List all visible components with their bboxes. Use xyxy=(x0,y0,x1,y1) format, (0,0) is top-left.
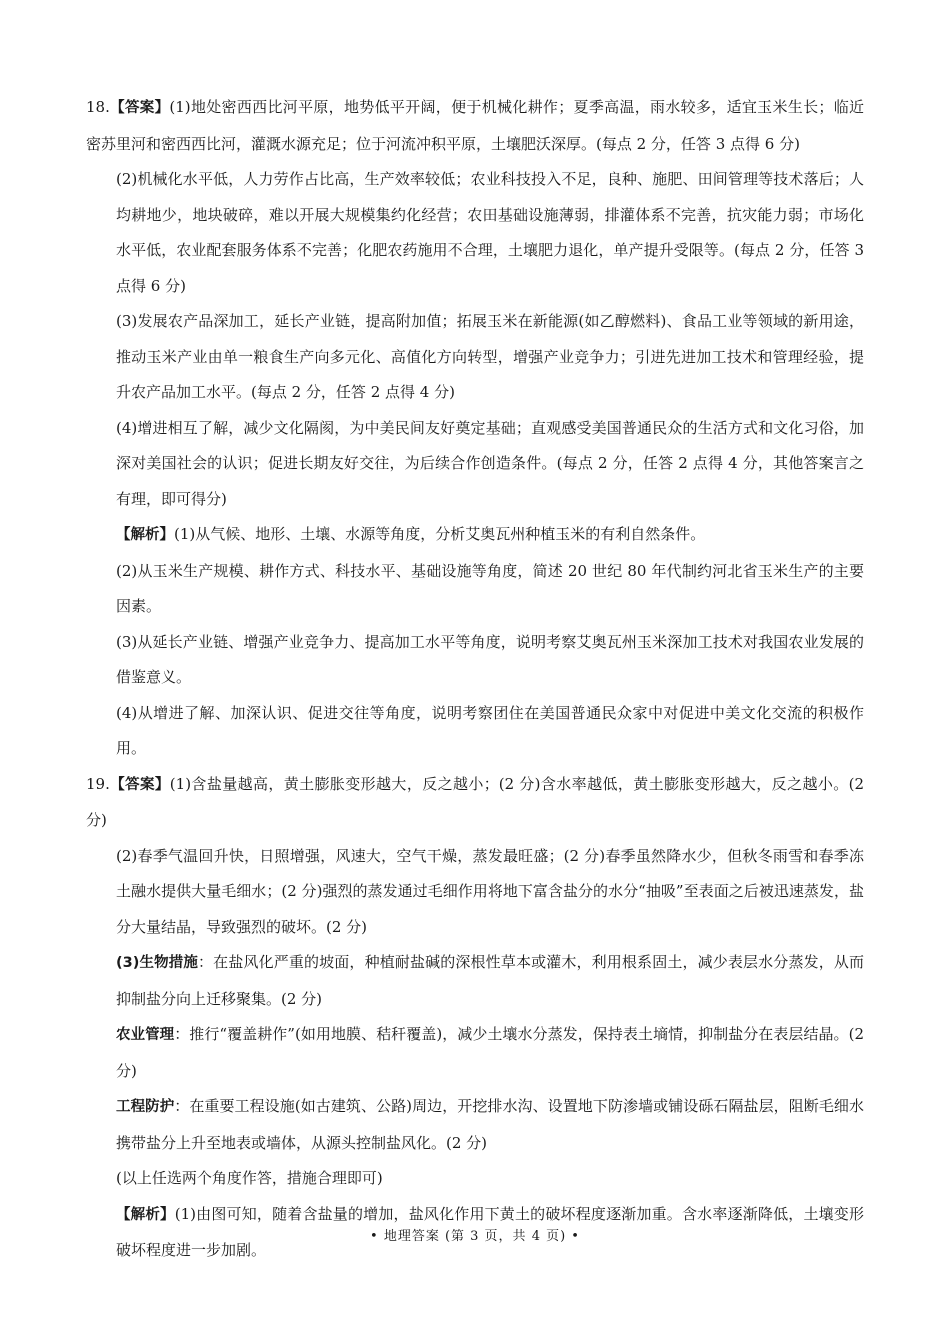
analysis-tag: 【解析】 xyxy=(116,1206,175,1223)
answer-text: (1)地处密西西比河平原，地势低平开阔，便于机械化耕作；夏季高温，雨水较多，适宜玉米生长；临近密苏里河和密西西比河，灌溉水源充足；位于河流冲积平原，土壤肥沃深厚。(每点 2 分，任答 3 点得 6 分) xyxy=(86,98,865,153)
q18-answer-3: (3)发展农产品深加工，延长产业链，提高附加值；拓展玉米在新能源(如乙醇燃料)、食品工业等领域的新用途，推动玉米产业由单一粮食生产向多元化、高值化方向转型，增强产业竞争力；引进先进加工技术和管理经验，提升农产品加工水平。(每点 2 分，任答 2 点得 4 分) xyxy=(116,312,864,401)
page-footer: • 地理答案 (第 3 页，共 4 页) • xyxy=(370,1229,580,1244)
answer-content xyxy=(86,90,864,1269)
bio-measure-text: ：在盐风化严重的坡面，种植耐盐碱的深根性草本或灌木，利用根系固土，减少表层水分蒸发，从而抑制盐分向上迁移聚集。(2 分) xyxy=(116,953,865,1008)
analysis-text: (1)从气候、地形、土壤、水源等角度，分析艾奥瓦州种植玉米的有利自然条件。 xyxy=(174,525,706,543)
q19-eng-measure xyxy=(86,1089,864,1161)
q18-answer-1 xyxy=(86,90,864,162)
agri-measure-text: ：推行“覆盖耕作”(如用地膜、秸秆覆盖)，减少土壤水分蒸发，保持表土墒情，抑制盐分在表层结晶。(2 分) xyxy=(116,1025,865,1080)
analysis-text: (1)由图可知，随着含盐量的增加，盐风化作用下黄土的破坏程度逐渐加重。含水率逐渐降低，土壤变形破坏程度进一步加剧。 xyxy=(116,1204,864,1259)
answer-tag: 【答案】 xyxy=(109,776,170,793)
q18-analysis-4: (4)从增进了解、加深认识、促进交往等角度，说明考察团住在美国普通民众家中对促进中美文化交流的积极作用。 xyxy=(116,703,864,757)
question-number: 18. xyxy=(86,98,110,116)
q19-bio-measure xyxy=(86,945,864,1017)
bio-measure-tag: (3)生物措施 xyxy=(116,955,199,971)
eng-measure-tag: 工程防护 xyxy=(116,1099,175,1115)
q18-answer-4: (4)增进相互了解，减少文化隔阂，为中美民间友好奠定基础；直观感受美国普通民众的生活方式和文化习俗，加深对美国社会的认识；促进长期友好交往，为后续合作创造条件。(每点 2 分，任答 2 点得 4 分，其他答案言之有理，即可得分) xyxy=(116,418,864,508)
q18-answer-2: (2)机械化水平低，人力劳作占比高，生产效率较低；农业科技投入不足，良种、施肥、田间管理等技术落后；人均耕地少，地块破碎，难以开展大规模集约化经营；农田基础设施薄弱，排灌体系不完善，抗灾能力弱；市场化水平低，农业配套服务体系不完善；化肥农药施用不合理，土壤肥力退化，单产提升受限等。(每点 2 分，任答 3 点得 6 分) xyxy=(116,170,864,295)
q18-analysis-1 xyxy=(86,517,864,554)
q19-agri-measure xyxy=(86,1017,864,1089)
question-number: 19. xyxy=(86,774,110,793)
q19-answer-2: (2)春季气温回升快，日照增强，风速大，空气干燥，蒸发最旺盛；(2 分)春季虽然降水少，但秋冬雨雪和春季冻土融水提供大量毛细水；(2 分)强烈的蒸发通过毛细作用将地下富含盐分的水分“抽吸”至表面之后被迅速蒸发，盐分大量结晶，导致强烈的破坏。(2 分) xyxy=(116,846,864,936)
q18-analysis-2: (2)从玉米生产规模、耕作方式、科技水平、基础设施等角度，简述 20 世纪 80 年代制约河北省玉米生产的主要因素。 xyxy=(116,561,864,615)
agri-measure-tag: 农业管理 xyxy=(116,1027,175,1043)
q19-note: (以上任选两个角度作答，措施合理即可) xyxy=(116,1169,383,1187)
answer-text: (1)含盐量越高，黄土膨胀变形越大，反之越小；(2 分)含水率越低，黄土膨胀变形越大，反之越小。(2 分) xyxy=(86,774,865,829)
answer-tag: 【答案】 xyxy=(109,100,170,116)
q19-answer-1 xyxy=(86,767,864,839)
analysis-tag: 【解析】 xyxy=(116,527,174,543)
q18-analysis-3: (3)从延长产业链、增强产业竞争力、提高加工水平等角度，说明考察艾奥瓦州玉米深加工技术对我国农业发展的借鉴意义。 xyxy=(116,632,864,686)
eng-measure-text: ：在重要工程设施(如古建筑、公路)周边，开挖排水沟、设置地下防渗墙或铺设砾石隔盐层，阻断毛细水携带盐分上升至地表或墙体，从源头控制盐风化。(2 分) xyxy=(116,1097,864,1152)
